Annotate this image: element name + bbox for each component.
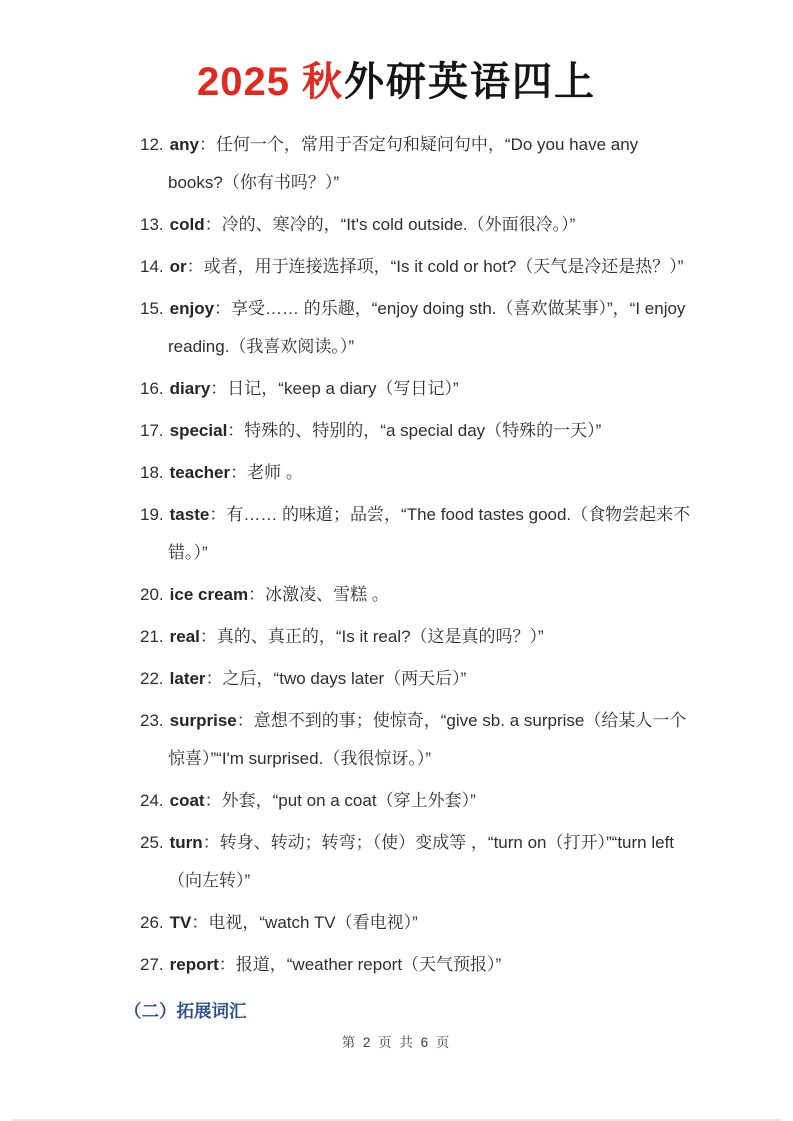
item-term: ice cream: [169, 585, 249, 604]
vocab-item: [140, 126, 697, 202]
item-definition: ：冷的、寒冷的，“It's cold outside.（外面很冷。）”: [204, 215, 576, 234]
page-title: [0, 0, 793, 106]
item-term: any: [169, 135, 199, 154]
vocab-item: [140, 206, 697, 244]
item-definition: ：或者，用于连接选择项，“Is it cold or hot?（天气是冷还是热？）”: [186, 257, 684, 276]
item-number: 25.: [140, 833, 164, 852]
item-definition: ：转身、转动；转弯；（使）变成等 ，“turn on（打开）”“turn left（向左转）”: [168, 833, 675, 890]
item-number: 23.: [140, 711, 164, 730]
section-heading: （二）拓展词汇: [124, 1001, 247, 1021]
item-number: 26.: [140, 913, 164, 932]
item-number: 13.: [140, 215, 164, 234]
item-term: real: [169, 627, 200, 646]
vocab-list: [140, 126, 697, 984]
item-definition: ：意想不到的事；使惊奇，“give sb. a surprise（给某人一个惊喜）”“I'm surprised.（我很惊讶。）”: [168, 711, 687, 768]
item-term: diary: [169, 379, 211, 398]
vocab-item: [140, 782, 697, 820]
item-term: cold: [169, 215, 205, 234]
item-term: turn: [169, 833, 203, 852]
item-term: surprise: [169, 711, 237, 730]
vocab-item: [140, 904, 697, 942]
vocab-item: [140, 702, 697, 778]
vocab-item: [140, 824, 697, 900]
vocab-item: [140, 412, 697, 450]
item-number: 14.: [140, 257, 164, 276]
vocab-item: [140, 576, 697, 614]
item-definition: ：冰激凌、雪糕 。: [248, 585, 389, 604]
item-definition: ：任何一个，常用于否定句和疑问句中，“Do you have any books?（你有书吗？）”: [168, 135, 639, 192]
item-number: 17.: [140, 421, 164, 440]
item-definition: ：电视，“watch TV（看电视）”: [191, 913, 418, 932]
item-term: or: [169, 257, 187, 276]
title-course-name: 外研英语四上: [343, 58, 596, 105]
vocab-item: [140, 660, 697, 698]
item-number: 22.: [140, 669, 164, 688]
item-term: later: [169, 669, 206, 688]
item-number: 21.: [140, 627, 164, 646]
item-number: 27.: [140, 955, 164, 974]
item-definition: ：特殊的、特别的，“a special day（特殊的一天）”: [227, 421, 602, 440]
title-year: 2025: [197, 60, 290, 104]
item-definition: ：外套，“put on a coat（穿上外套）”: [204, 791, 476, 810]
vocab-item: [140, 290, 697, 366]
vocab-item: [140, 496, 697, 572]
item-definition: ：老师 。: [230, 463, 303, 482]
item-term: coat: [169, 791, 205, 810]
title-season: 秋: [301, 58, 344, 105]
item-term: report: [169, 955, 219, 974]
item-number: 20.: [140, 585, 164, 604]
item-term: special: [169, 421, 228, 440]
vocab-item: [140, 370, 697, 408]
item-definition: ：之后，“two days later（两天后）”: [205, 669, 467, 688]
vocab-item: [140, 946, 697, 984]
item-number: 18.: [140, 463, 164, 482]
vocab-item: [140, 248, 697, 286]
item-number: 19.: [140, 505, 164, 524]
item-definition: ：享受…… 的乐趣，“enjoy doing sth.（喜欢做某事）”，“I enjoy reading.（我喜欢阅读。）”: [168, 299, 686, 356]
item-term: enjoy: [169, 299, 215, 318]
item-definition: ：日记，“keep a diary（写日记）”: [210, 379, 459, 398]
item-number: 24.: [140, 791, 164, 810]
item-number: 12.: [140, 135, 164, 154]
item-term: teacher: [169, 463, 231, 482]
item-number: 15.: [140, 299, 164, 318]
vocab-item: [140, 454, 697, 492]
item-definition: ：报道，“weather report（天气预报）”: [218, 955, 502, 974]
item-term: TV: [169, 913, 192, 932]
vocab-item: [140, 618, 697, 656]
item-definition: ：真的、真正的，“Is it real?（这是真的吗？）”: [199, 627, 544, 646]
item-definition: ：有…… 的味道；品尝，“The food tastes good.（食物尝起来不错。）”: [168, 505, 691, 562]
item-term: taste: [169, 505, 210, 524]
page-number: 第 2 页 共 6 页: [341, 1035, 452, 1050]
item-number: 16.: [140, 379, 164, 398]
